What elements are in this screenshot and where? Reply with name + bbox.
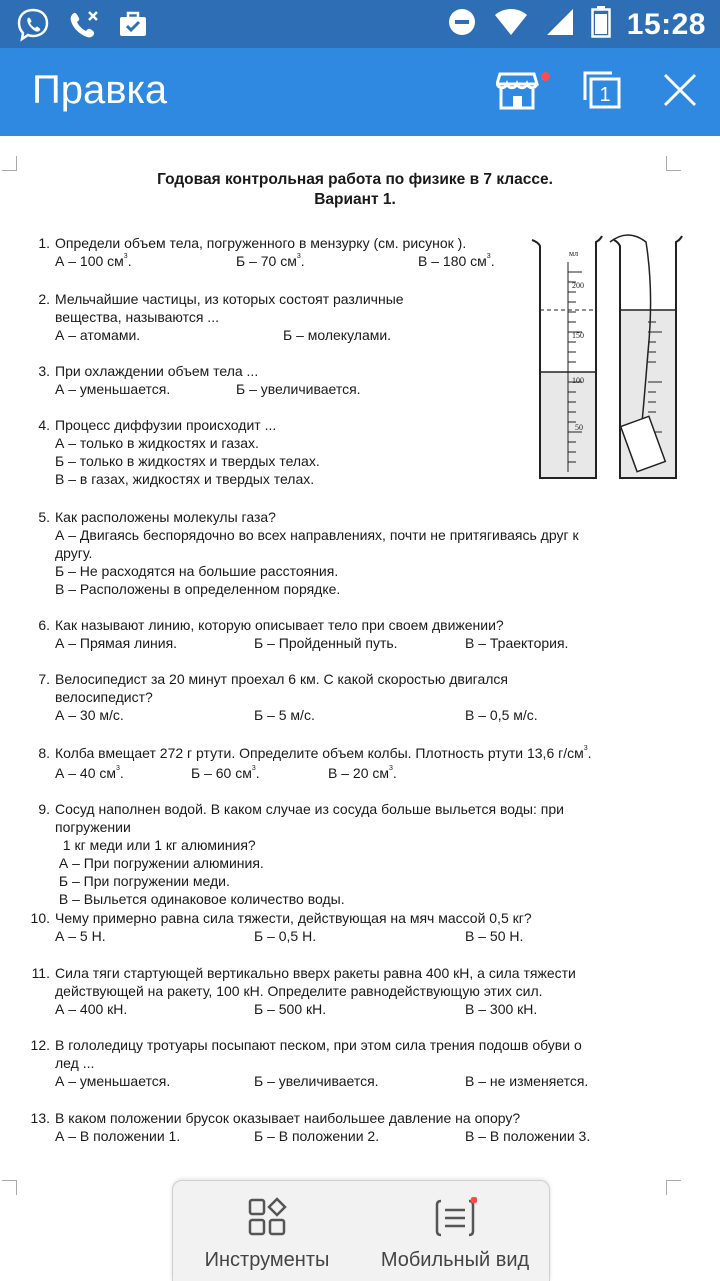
answer-option: Б – молекулами.	[283, 327, 392, 343]
answer-option: В – 50 Н.	[465, 928, 524, 944]
pages-button[interactable]	[582, 70, 622, 115]
question-text-line: Процесс диффузии происходит ...	[55, 417, 277, 433]
document-page	[30, 170, 700, 210]
answer-option: Б – Пройденный путь.	[254, 635, 398, 651]
answer-option: А – 40 $см^3$.	[55, 765, 124, 781]
bottom-toolbar	[172, 1180, 550, 1281]
question-text-line: Б – При погружении меди.	[55, 873, 230, 889]
question-text-line: лед ...	[55, 1055, 95, 1071]
mobile-view-button[interactable]	[361, 1181, 549, 1281]
question-number: 2.	[38, 291, 50, 307]
page-title: Правка	[32, 68, 168, 112]
question-text-line: Сила тяги стартующей вертикально вверх ракеты равна 400 кН, а сила тяжести	[55, 965, 576, 981]
scale-50-label: 50	[575, 423, 583, 432]
answer-option: А – уменьшается.	[55, 1073, 171, 1089]
mobile-view-label: Мобильный вид	[380, 1249, 530, 1271]
page-corner-mark	[2, 156, 17, 171]
question-text-line: велосипедист?	[55, 689, 153, 705]
question-text-line: действующей на ракету, 100 кН. Определите равнодействующую этих сил.	[55, 983, 543, 999]
question-number: 1.	[38, 235, 50, 251]
pages-icon	[582, 70, 622, 110]
question-number: 3.	[38, 363, 50, 379]
doc-title: Годовая контрольная работа по физике в 7 классе. Вариант 1.	[157, 171, 553, 208]
answer-option: А – 30 м/с.	[55, 707, 124, 723]
question-text-line: Как называют линию, которую описывает тело при своем движении?	[55, 617, 504, 633]
tools-button[interactable]	[173, 1181, 361, 1281]
question-text-line: Колба вмещает 272 г ртути. Определите объем колбы. Плотность ртути 13,6 $г/см^3$.	[55, 745, 592, 761]
answer-option: А – 100 $см^3$.	[55, 253, 132, 269]
answer-option: А – Прямая линия.	[55, 635, 178, 651]
answer-option: В – 300 кН.	[465, 1001, 538, 1017]
question-text-line: Б – Не расходятся на большие расстояния.	[55, 563, 339, 579]
answer-option: А – 5 Н.	[55, 928, 106, 944]
scale-unit-label: мл	[569, 249, 579, 258]
store-icon	[496, 70, 542, 110]
answer-option: В – 0,5 м/с.	[465, 707, 538, 723]
answer-option: А – атомами.	[55, 327, 141, 343]
scale-100-label: 100	[572, 376, 584, 385]
question-text-line: А – только в жидкостях и газах.	[55, 435, 259, 451]
answer-option: В – В положении 3.	[465, 1128, 591, 1144]
question-number: 7.	[38, 671, 50, 687]
answer-option: В – Траектория.	[465, 635, 569, 651]
answer-option: Б – 500 кН.	[254, 1001, 327, 1017]
question-text-line: А – Двигаясь беспорядочно во всех направлениях, почти не притягиваясь друг к	[55, 527, 579, 543]
answer-option: Б – 0,5 Н.	[254, 928, 317, 944]
page-corner-mark	[2, 1180, 17, 1195]
mobile-view-icon	[433, 1197, 477, 1244]
question-text-line: Чему примерно равна сила тяжести, действующая на мяч массой 0,5 кг?	[55, 910, 532, 926]
battery-icon	[591, 6, 611, 43]
question-number: 13.	[30, 1110, 50, 1126]
question-text-line: погружении	[55, 819, 131, 835]
question-text-line: Сосуд наполнен водой. В каком случае из сосуда больше выльется воды: при	[55, 801, 564, 817]
answer-option: Б – 5 м/с.	[254, 707, 315, 723]
question-number: 12.	[30, 1037, 50, 1053]
briefcase-check-icon	[116, 8, 150, 47]
viber-icon	[14, 6, 52, 49]
question-text-line: В – Расположены в определенном порядке.	[55, 581, 341, 597]
question-text-line: В – в газах, жидкостях и твердых телах.	[55, 471, 315, 487]
question-text-line: Велосипедист за 20 минут проехал 6 км. С какой скоростью двигался	[55, 671, 508, 687]
question-text-line: другу.	[55, 545, 93, 561]
answer-option: В – 180 $см^3$.	[418, 253, 495, 269]
missed-call-icon	[66, 7, 102, 48]
answer-option: Б – В положении 2.	[254, 1128, 380, 1144]
answer-option: А – В положении 1.	[55, 1128, 181, 1144]
answer-option: А – 400 кН.	[55, 1001, 128, 1017]
question-number: 8.	[38, 745, 50, 761]
tools-grid-icon	[247, 1197, 287, 1242]
question-text-line: При охлаждении объем тела ...	[55, 363, 259, 379]
question-text-line: В каком положении брусок оказывает наибольшее давление на опору?	[55, 1110, 521, 1126]
scale-200-label: 200	[572, 281, 584, 290]
signal-icon	[545, 7, 575, 42]
svg-text:1: 1	[599, 84, 611, 106]
app-bar	[0, 48, 720, 136]
store-button[interactable]	[496, 70, 542, 115]
question-text-line: 1 кг меди или 1 кг алюминия?	[55, 837, 256, 853]
question-number: 4.	[38, 417, 50, 433]
question-text-line: В – Выльется одинаковое количество воды.	[55, 891, 345, 907]
answer-option: В – 20 $см^3$.	[328, 765, 397, 781]
answer-option: Б – 70 $см^3$.	[236, 253, 305, 269]
answer-option: Б – увеличивается.	[254, 1073, 379, 1089]
answer-option: В – не изменяется.	[465, 1073, 589, 1089]
status-bar	[0, 0, 720, 48]
scale-150-label: 150	[572, 331, 584, 340]
question-text-line: Мельчайшие частицы, из которых состоят различные	[55, 291, 404, 307]
question-number: 10.	[30, 910, 50, 926]
answer-option: А – уменьшается.	[55, 381, 171, 397]
page-corner-mark	[666, 156, 681, 171]
store-badge	[541, 72, 550, 81]
question-number: 5.	[38, 509, 50, 525]
answer-option: Б – увеличивается.	[236, 381, 361, 397]
graduated-cylinders-figure	[528, 232, 684, 484]
clock: 15:28	[626, 7, 706, 41]
question-text-line: вещества, называются ...	[55, 309, 219, 325]
question-text-line: Б – только в жидкостях и твердых телах.	[55, 453, 320, 469]
question-text-line: Определи объем тела, погруженного в мензурку (см. рисунок ).	[55, 235, 467, 251]
question-number: 6.	[38, 617, 50, 633]
question-number: 9.	[38, 801, 50, 817]
question-text-line: В гололедицу тротуары посыпают песком, при этом сила трения подошв обуви о	[55, 1037, 582, 1053]
wifi-icon	[493, 7, 529, 42]
close-button[interactable]	[662, 72, 698, 113]
tools-label: Инструменты	[204, 1249, 330, 1271]
question-number: 11.	[31, 965, 50, 981]
question-text-line: Как расположены молекулы газа?	[55, 509, 276, 525]
question-text-line: А – При погружении алюминия.	[55, 855, 264, 871]
answer-option: Б – 60 $см^3$.	[191, 765, 260, 781]
close-icon	[662, 72, 698, 108]
do-not-disturb-icon	[447, 7, 477, 42]
page-corner-mark	[666, 1180, 681, 1195]
